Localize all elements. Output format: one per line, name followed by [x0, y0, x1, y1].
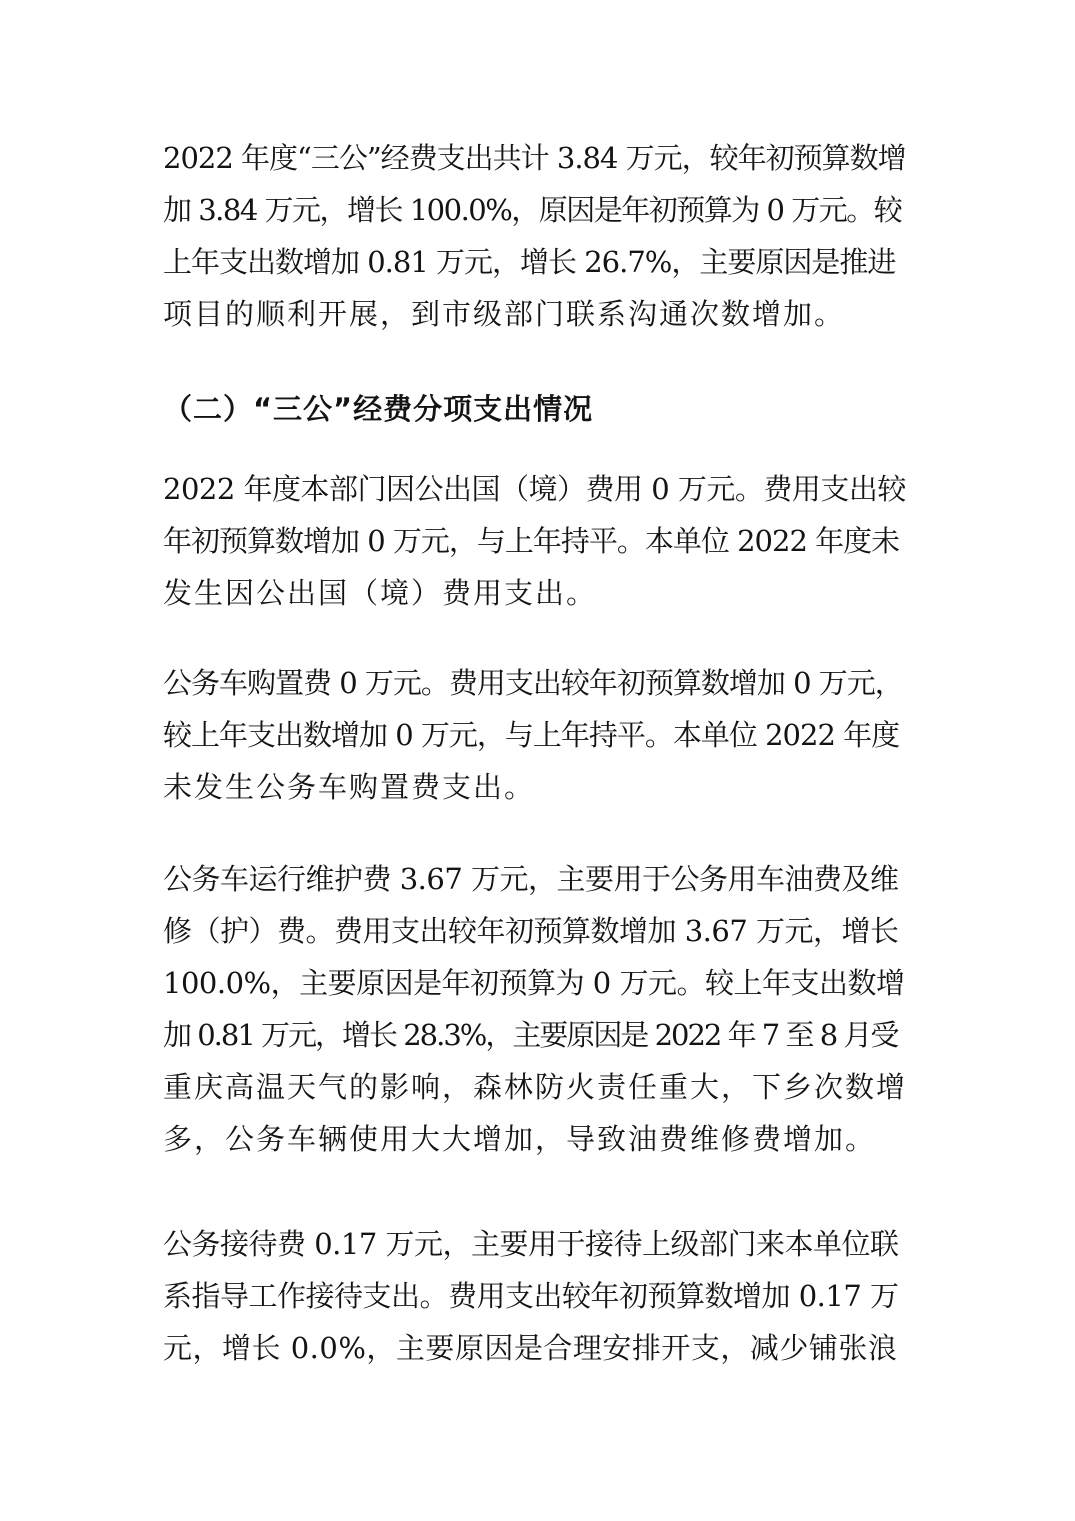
text-line: 加 3.84 万元，增长 100.0%，原因是年初预算为 0 万元。较	[163, 193, 902, 227]
text-line: 未发生公务车购置费支出。	[163, 770, 536, 804]
text-line: 修（护）费。费用支出较年初预算数增加 3.67 万元，增长	[163, 914, 899, 948]
text-line: 年初预算数增加 0 万元，与上年持平。本单位 2022 年度未	[163, 524, 900, 558]
heading-text: （二）“三公”经费分项支出情况	[163, 392, 594, 426]
text-line: 公务接待费 0.17 万元，主要用于接待上级部门来本单位联	[163, 1227, 899, 1261]
text-line: 公务车购置费 0 万元。费用支出较年初预算数增加 0 万元，	[163, 666, 903, 700]
text-line: 2022 年度本部门因公出国（境）费用 0 万元。费用支出较	[163, 472, 906, 506]
paragraph-vehicle-operation	[163, 853, 908, 1165]
section-heading	[163, 383, 903, 435]
paragraph-overseas-travel	[163, 463, 906, 619]
text-line: 较上年支出数增加 0 万元，与上年持平。本单位 2022 年度	[163, 718, 900, 752]
text-line: 上年支出数增加 0.81 万元，增长 26.7%，主要原因是推进	[163, 245, 896, 279]
text-line: 2022 年度“三公”经费支出共计 3.84 万元，较年初预算数增	[163, 141, 906, 175]
text-line: 元，增长 0.0%，主要原因是合理安排开支，减少铺张浪	[163, 1331, 898, 1365]
text-line: 项目的顺利开展，到市级部门联系沟通次数增加。	[163, 297, 846, 331]
text-line: 发生因公出国（境）费用支出。	[163, 576, 598, 610]
paragraph-total-expenditure	[163, 132, 906, 340]
text-line: 100.0%，主要原因是年初预算为 0 万元。较上年支出数增	[163, 966, 905, 1000]
paragraph-official-reception	[163, 1218, 903, 1374]
text-line: 公务车运行维护费 3.67 万元，主要用于公务用车油费及维	[163, 862, 899, 896]
text-line: 重庆高温天气的影响，森林防火责任重大，下乡次数增	[163, 1070, 908, 1104]
text-line: 系指导工作接待支出。费用支出较年初预算数增加 0.17 万	[163, 1279, 899, 1313]
paragraph-vehicle-purchase	[163, 657, 903, 813]
text-line: 多，公务车辆使用大大增加，导致油费维修费增加。	[163, 1122, 877, 1156]
text-line: 加 0.81 万元，增长 28.3%，主要原因是 2022 年 7 至 8 月受	[163, 1018, 898, 1052]
